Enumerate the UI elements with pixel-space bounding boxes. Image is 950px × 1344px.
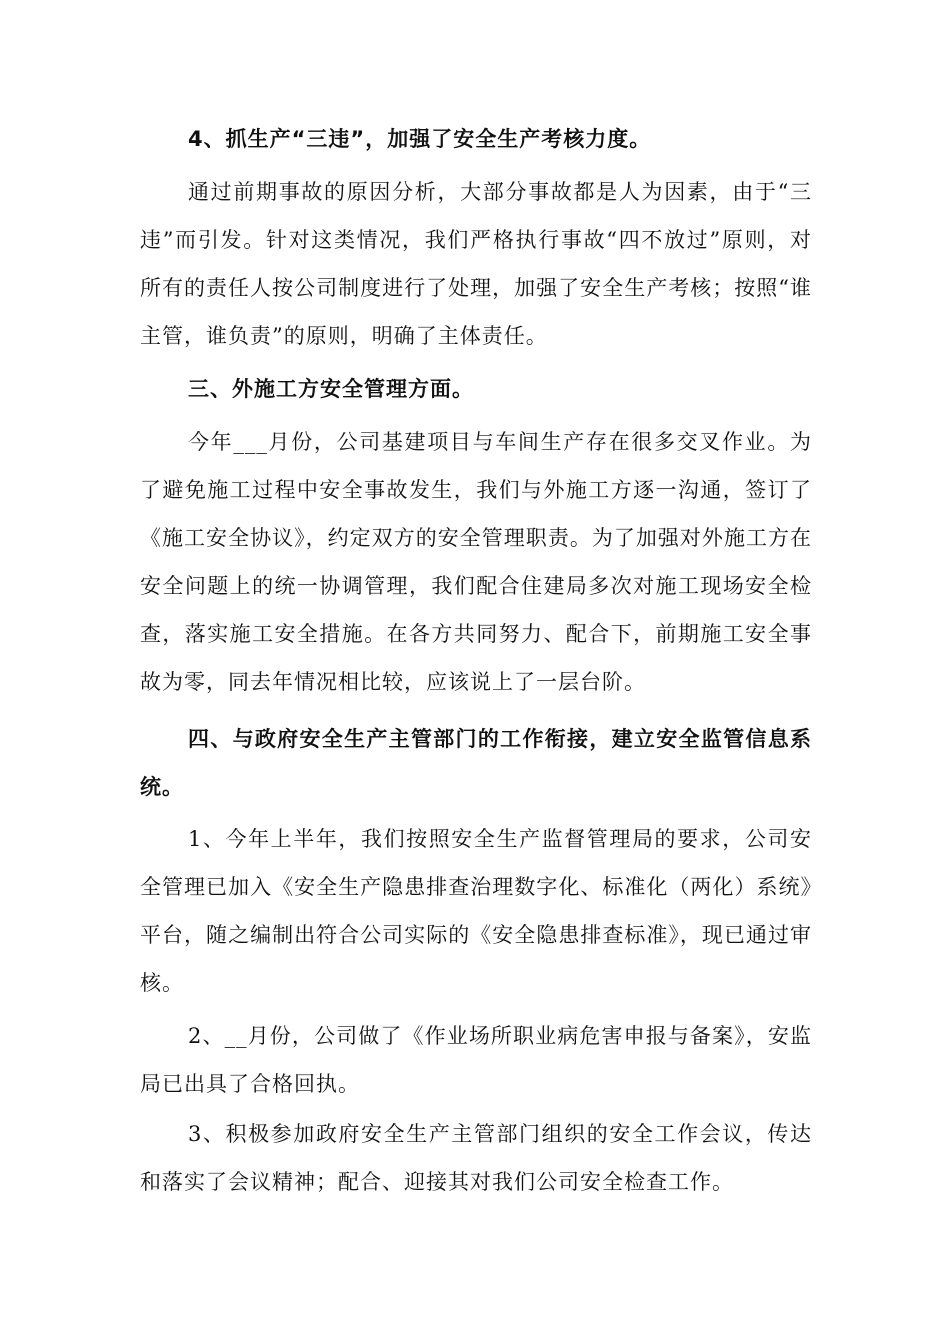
heading-item-4-three-violations: 4、抓生产“三违”，加强了安全生产考核力度。: [188, 127, 652, 151]
paragraph-item-1-system-platform: 1、今年上半年，我们按照安全生产监督管理局的要求，公司安全管理已加入《安全生产隐患排查治理数字化、标准化（两化）系统》平台，随之编制出符合公司实际的《安全隐患排查标准》，现已通过审核。: [140, 827, 812, 995]
section-heading-three-contractor-safety: 三、外施工方安全管理方面。: [188, 377, 474, 401]
section-heading-four-government-liaison: 四、与政府安全生产主管部门的工作衔接，建立安全监管信息系统。: [140, 727, 812, 799]
paragraph-three-violations: 通过前期事故的原因分析，大部分事故都是人为因素，由于“三违”而引发。针对这类情况，我们严格执行事故“四不放过”原则，对所有的责任人按公司制度进行了处理，加强了安全生产考核；按照“谁主管，谁负责”的原则，明确了主体责任。: [140, 180, 812, 348]
paragraph-item-2-occupational-disease: 2、__月份，公司做了《作业场所职业病危害申报与备案》，安监局已出具了合格回执。: [140, 1024, 812, 1096]
paragraph-contractor-safety: 今年___月份，公司基建项目与车间生产存在很多交叉作业。为了避免施工过程中安全事故发生，我们与外施工方逐一沟通，签订了《施工安全协议》，约定双方的安全管理职责。为了加强对外施工方在安全问题上的统一协调管理，我们配合住建局多次对施工现场安全检查，落实施工安全措施。在各方共同努力、配合下，前期施工安全事故为零，同去年情况相比较，应该说上了一层台阶。: [140, 430, 812, 694]
paragraph-item-3-safety-meetings: 3、积极参加政府安全生产主管部门组织的安全工作会议，传达和落实了会议精神；配合、迎接其对我们公司安全检查工作。: [140, 1122, 812, 1194]
